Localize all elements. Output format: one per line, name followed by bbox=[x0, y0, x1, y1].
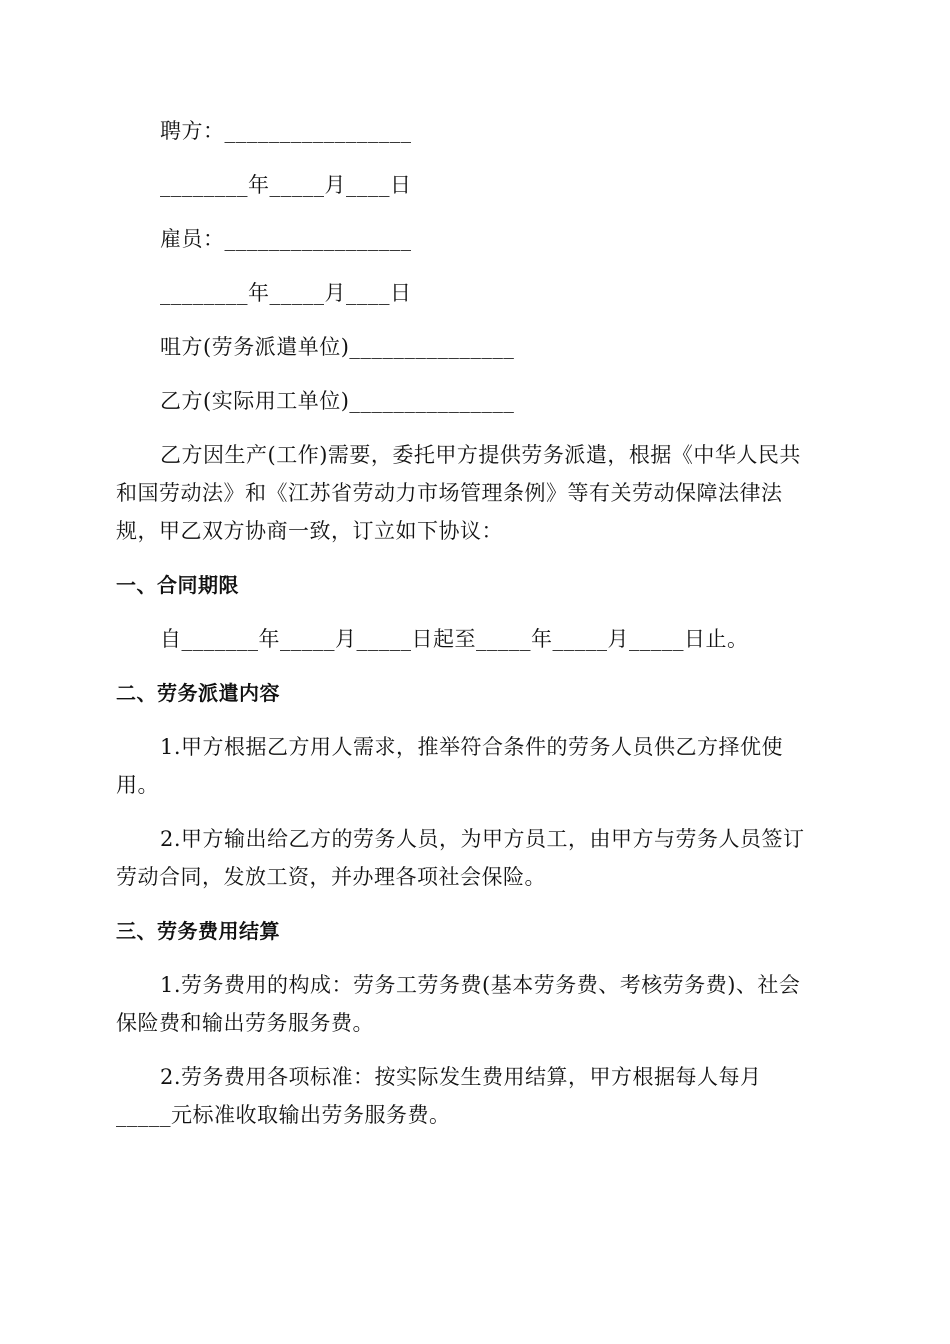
employee-signature-line: 雇员：_________________ bbox=[160, 227, 412, 251]
section-2-heading: 二、劳务派遣内容 bbox=[116, 681, 280, 705]
employee-date-line: ________年_____月____日 bbox=[160, 281, 412, 305]
section-2-item-2-line-1: 2.甲方输出给乙方的劳务人员，为甲方员工，由甲方与劳务人员签订 bbox=[160, 827, 805, 851]
preamble-line-1: 乙方因生产(工作)需要，委托甲方提供劳务派遣，根据《中华人民共 bbox=[160, 443, 801, 467]
section-3-item-2-line-2: _____元标准收取输出劳务服务费。 bbox=[116, 1103, 451, 1127]
party-b-line: 乙方(实际用工单位)_______________ bbox=[160, 389, 515, 413]
section-2-item-2-line-2: 劳动合同，发放工资，并办理各项社会保险。 bbox=[116, 865, 546, 889]
employer-date-line: ________年_____月____日 bbox=[160, 173, 412, 197]
section-2-item-1-line-2: 用。 bbox=[116, 773, 159, 797]
section-3-item-2-line-1: 2.劳务费用各项标准：按实际发生费用结算，甲方根据每人每月 bbox=[160, 1065, 762, 1089]
section-3-item-1-line-1: 1.劳务费用的构成：劳务工劳务费(基本劳务费、考核劳务费)、社会 bbox=[160, 973, 801, 997]
preamble-line-2: 和国劳动法》和《江苏省劳动力市场管理条例》等有关劳动保障法律法 bbox=[116, 481, 783, 505]
section-2-item-1-line-1: 1.甲方根据乙方用人需求，推举符合条件的劳务人员供乙方择优使 bbox=[160, 735, 784, 759]
section-1-heading: 一、合同期限 bbox=[116, 573, 239, 597]
party-a-line: 咀方(劳务派遣单位)_______________ bbox=[160, 335, 515, 359]
contract-term-line: 自_______年_____月_____日起至_____年_____月_____日止。 bbox=[160, 627, 749, 651]
section-3-heading: 三、劳务费用结算 bbox=[116, 919, 280, 943]
employer-signature-line: 聘方：_________________ bbox=[160, 119, 412, 143]
preamble-line-3: 规，甲乙双方协商一致，订立如下协议： bbox=[116, 519, 503, 543]
section-3-item-1-line-2: 保险费和输出劳务服务费。 bbox=[116, 1011, 374, 1035]
